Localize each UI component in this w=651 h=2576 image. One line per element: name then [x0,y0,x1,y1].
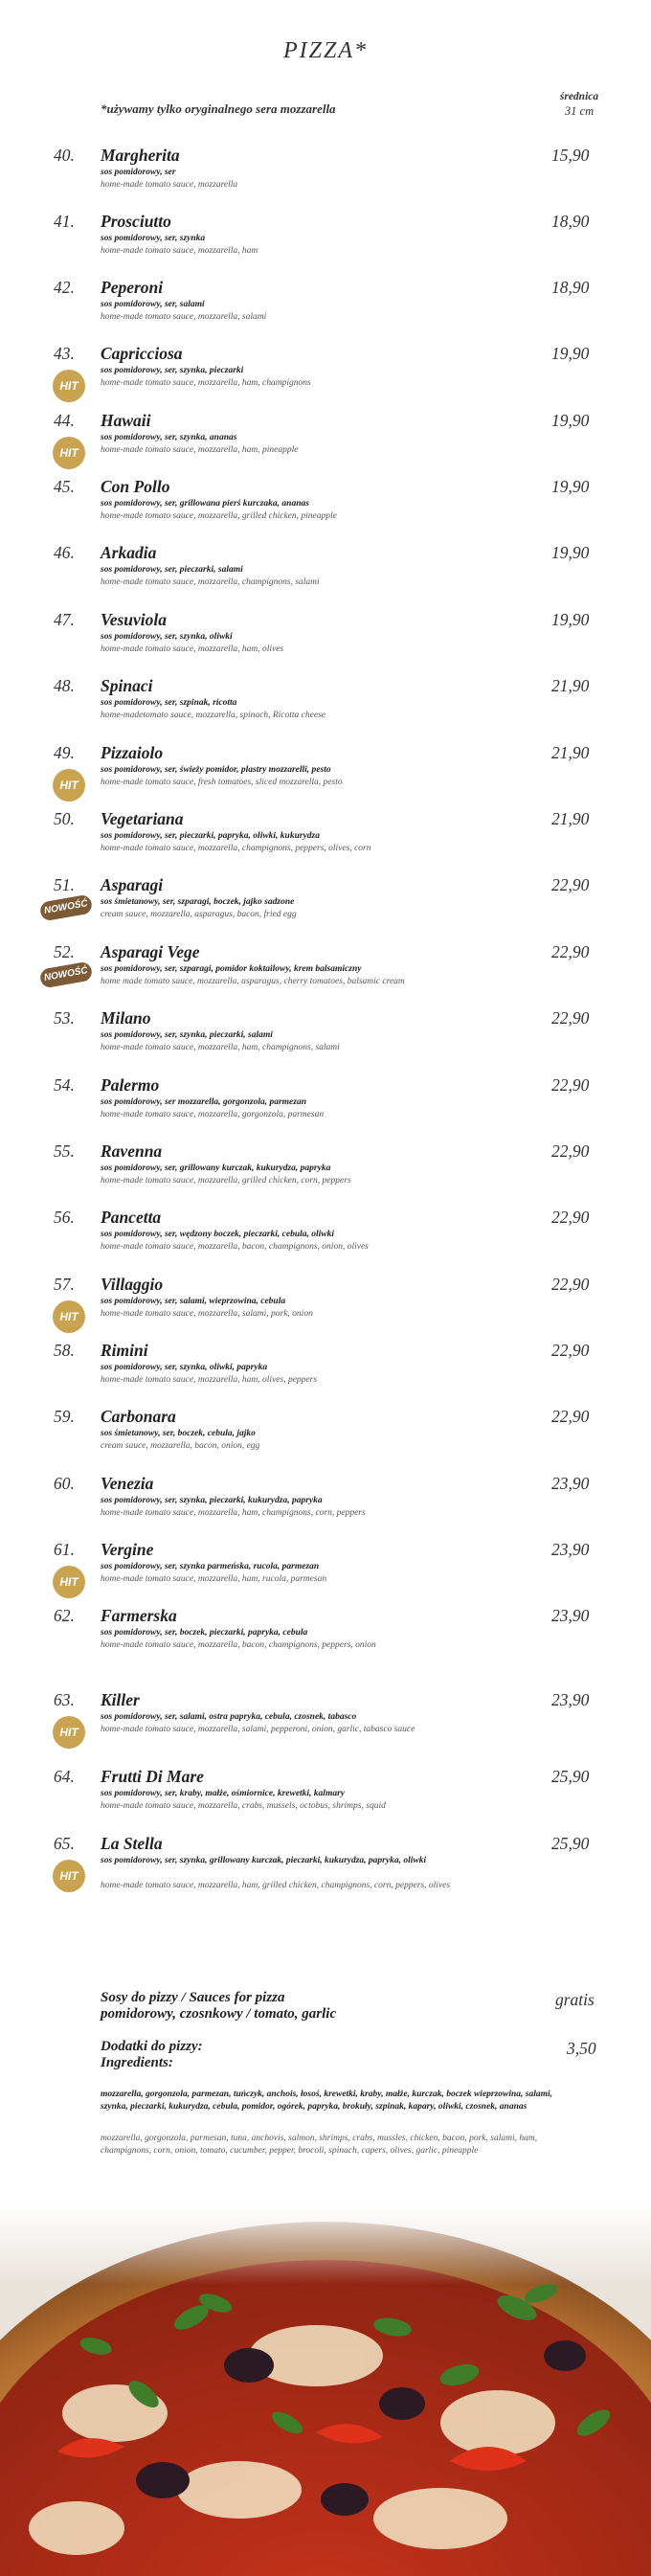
hit-badge: HIT [53,1716,85,1749]
item-number: 54. [54,1075,75,1095]
ingredients-subtitle: Ingredients: [101,2055,173,2070]
item-number: 48. [54,676,75,695]
item-ingredients-pl: sos pomidorowy, ser, pieczarki, papryka, oliwki, kukurydza [101,831,320,841]
item-ingredients-pl: sos pomidorowy, ser, salami, ostra papryka, cebula, czosnek, tabasco [101,1712,357,1722]
item-price: 21,90 [551,743,590,762]
ingredients-section [101,2039,203,2071]
item-ingredients-pl: sos pomidorowy, ser, grillowana pierś kurczaka, ananas [101,499,309,508]
mozzarella-note: *używamy tylko oryginalnego sera mozzarella [101,102,336,116]
item-name: Con Pollo [101,477,170,496]
item-ingredients-pl: sos pomidorowy, ser, wędzony boczek, pieczarki, cebula, oliwki [101,1230,335,1239]
item-ingredients-pl: sos pomidorowy, ser, szynka, pieczarki, kukurydza, papryka [101,1496,323,1505]
item-price: 22,90 [551,1341,590,1360]
item-ingredients-en: home-made tomato sauce, mozzarella, salami, pepperoni, onion, garlic, tabasco sauce [101,1725,415,1734]
item-price: 25,90 [551,1834,590,1853]
item-number: 61. [54,1540,75,1559]
ingredients-list-en: mozzarella, gorgonzola, parmesan, tuna, anchovis, salmon, shrimps, crabs, mussles, chicken, bacon, pork, salami, ham, champignons, corn, onion, tomato, cucumber, pepper, brocoli, spinach, capers, olives, garlic, pineapple [101,2134,538,2156]
item-ingredients-pl: sos pomidorowy, ser, szynka, ananas [101,433,237,442]
item-price: 19,90 [551,411,590,430]
item-ingredients-en: home-made tomato sauce, mozzarella, salami [101,312,267,322]
item-ingredients-pl: sos pomidorowy, ser, szynka [101,234,206,243]
item-ingredients-en: home made tomato sauce, mozzarella, asparagus, cherry tomatoes, balsamic cream [101,977,405,986]
item-price: 22,90 [551,1275,590,1294]
item-number: 49. [54,743,75,762]
diameter-label: średnica [559,91,599,102]
sauces-section [101,1990,531,2022]
pizza-photo [0,2203,651,2576]
item-number: 45. [54,477,75,496]
item-name: Asparagi [101,875,164,894]
new-badge: NOWOŚĆ [39,960,94,988]
item-ingredients-en: home-made tomato sauce, mozzarella, bacon, champignons, onion, olives [101,1242,369,1252]
item-ingredients-en: home-made tomato sauce, mozzarella, ham, grilled chicken, champignons, corn, peppers, olives [101,1881,451,1890]
item-name: Palermo [101,1075,160,1095]
item-price: 25,90 [551,1767,590,1786]
item-price: 19,90 [551,543,590,562]
item-ingredients-en: home-made tomato sauce, fresh tomatoes, sliced mozzarella, pesto [101,778,343,787]
item-price: 19,90 [551,344,590,363]
item-number: 58. [54,1341,75,1360]
item-ingredients-en: home-made tomato sauce, mozzarella, salami, pork, onion [101,1309,313,1319]
sauces-title: Sosy do pizzy / Sauces for pizza [101,1990,285,2005]
item-name: Farmerska [101,1606,177,1625]
item-number: 55. [54,1141,75,1161]
item-price: 22,90 [551,1407,590,1426]
item-ingredients-en: home-made tomato sauce, mozzarella, ham, rucola, parmesan [101,1574,327,1584]
item-ingredients-pl: sos pomidorowy, ser [101,168,176,177]
ingredients-list-pl: mozzarella, gorgonzola, parmezan, tuńczyk, anchois, łosoś, krewetki, kraby, małże, kurczak, boczek wieprzowina, salami, szynka, pieczarki, kukurydza, cebula, pomidor, ogórek, papryka, brokuły, szpinak, kapary, oliwki, czosnek, ananas [101,2090,553,2112]
item-name: Venezia [101,1474,154,1493]
hit-badge: HIT [53,437,85,469]
item-ingredients-pl: sos pomidorowy, ser, szpinak, ricotta [101,698,237,708]
ingredients-title: Dodatki do pizzy: [101,2039,203,2054]
hit-badge: HIT [53,769,85,802]
item-number: 62. [54,1606,75,1625]
item-name: Spinaci [101,676,153,695]
item-name: Pancetta [101,1208,162,1227]
item-number: 65. [54,1834,75,1853]
item-name: Vesuviola [101,610,168,629]
item-ingredients-en: home-made tomato sauce, mozzarella, champignons, peppers, olives, corn [101,844,371,853]
item-number: 64. [54,1767,75,1786]
new-badge: NOWOŚĆ [39,893,94,921]
item-ingredients-en: home-made tomato sauce, mozzarella, ham, olives [101,644,284,654]
item-name: Asparagi Vege [101,942,200,961]
item-number: 60. [54,1474,75,1493]
item-ingredients-en: home-made tomato sauce, mozzarella, ham, pineapple [101,445,299,455]
item-ingredients-en: home-made tomato sauce, mozzarella, grilled chicken, pineapple [101,511,337,521]
item-price: 22,90 [551,1208,590,1227]
diameter-value: 31 cm [564,104,595,118]
item-ingredients-pl: sos pomidorowy, ser, pieczarki, salami [101,565,243,575]
item-ingredients-en: home-made tomato sauce, mozzarella, champignons, salami [101,577,320,587]
item-number: 59. [54,1407,75,1426]
item-ingredients-en: home-made tomato sauce, mozzarella, ham, champignons, salami [101,1043,340,1052]
item-price: 19,90 [551,477,590,496]
sauces-list: pomidorowy, czosnkowy / tomato, garlic [101,2006,337,2022]
item-number: 57. [54,1275,75,1294]
item-price: 23,90 [551,1474,590,1493]
item-name: Frutti Di Mare [101,1767,204,1786]
item-price: 21,90 [551,676,590,695]
item-ingredients-pl: sos pomidorowy, ser, szynka, pieczarki, salami [101,1030,273,1040]
item-ingredients-pl: sos pomidorowy, ser, salami [101,300,205,309]
item-price: 15,90 [551,146,590,165]
hit-badge: HIT [53,1566,85,1598]
item-name: Prosciutto [101,212,171,231]
item-ingredients-en: home-made tomato sauce, mozzarella, gorgonzola, parmesan [101,1110,325,1119]
item-name: Margherita [101,146,180,165]
item-name: Peperoni [101,278,164,297]
item-price: 23,90 [551,1690,590,1709]
item-ingredients-pl: sos pomidorowy, ser, kraby, małże, ośmiornice, krewetki, kalmary [101,1789,346,1798]
item-price: 23,90 [551,1540,590,1559]
item-ingredients-en: home-made tomato sauce, mozzarella, ham [101,246,258,256]
item-ingredients-pl: sos pomidorowy, ser, salami, wieprzowina, cebula [101,1297,286,1306]
item-ingredients-pl: sos pomidorowy, ser, szynka, oliwki, papryka [101,1363,268,1372]
item-ingredients-en: home-made tomato sauce, mozzarella, crabs, mussels, octobus, shrimps, squid [101,1801,386,1811]
item-number: 50. [54,809,75,828]
item-ingredients-en: cream sauce, mozzarella, bacon, onion, egg [101,1441,260,1451]
item-price: 22,90 [551,1141,590,1161]
item-name: Carbonara [101,1407,176,1426]
item-ingredients-pl: sos pomidorowy, ser, szynka parmeńska, rucola, parmezan [101,1562,320,1571]
item-number: 41. [54,212,75,231]
item-ingredients-pl: sos pomidorowy, ser, szynka, pieczarki [101,366,244,375]
page-title: PIZZA* [282,38,368,63]
sauces-price: gratis [555,1990,595,2009]
item-ingredients-en: home-made tomato sauce, mozzarella, ham, champignons, corn, peppers [101,1508,366,1518]
item-ingredients-pl: sos pomidorowy, ser, grillowany kurczak, kukurydza, papryka [101,1164,331,1173]
item-ingredients-en: home-made tomato sauce, mozzarella, ham, olives, peppers [101,1375,318,1385]
ingredients-price: 3,50 [567,2039,596,2058]
item-name: Milano [101,1008,151,1028]
item-price: 22,90 [551,875,590,894]
item-number: 53. [54,1008,75,1028]
hit-badge: HIT [53,370,85,402]
hit-badge: HIT [53,1860,85,1892]
item-ingredients-en: home-made tomato sauce, mozzarella, bacon, champignons, peppers, onion [101,1640,376,1650]
item-number: 46. [54,543,75,562]
item-ingredients-en: home-made tomato sauce, mozzarella, grilled chicken, corn, peppers [101,1176,351,1186]
pizza-illustration [0,2203,651,2576]
item-ingredients-en: home-made tomato sauce, mozzarella [101,180,238,190]
item-name: Killer [101,1690,140,1709]
item-number: 42. [54,278,75,297]
item-ingredients-en: home-made tomato sauce, mozzarella, ham, champignons [101,378,311,388]
item-name: Hawaii [101,411,151,430]
item-name: Pizzaiolo [101,743,164,762]
item-name: Vegetariana [101,809,184,828]
item-number: 52. [54,942,75,961]
item-ingredients-pl: sos pomidorowy, ser, boczek, pieczarki, papryka, cebula [101,1628,308,1638]
item-name: La Stella [101,1834,163,1853]
item-price: 23,90 [551,1606,590,1625]
item-ingredients-pl: sos pomidorowy, ser, szynka, oliwki [101,632,233,642]
item-number: 63. [54,1690,75,1709]
item-price: 22,90 [551,942,590,961]
item-price: 18,90 [551,278,590,297]
item-ingredients-pl: sos pomidorowy, ser, szynka, grillowany kurczak, pieczarki, kukurydza, papryka, oliwki [101,1856,427,1865]
item-number: 56. [54,1208,75,1227]
item-name: Capricciosa [101,344,183,363]
item-number: 43. [54,344,75,363]
item-price: 22,90 [551,1008,590,1028]
item-number: 40. [54,146,75,165]
item-name: Arkadia [101,543,157,562]
hit-badge: HIT [53,1300,85,1333]
item-name: Villaggio [101,1275,164,1294]
item-name: Vergine [101,1540,154,1559]
item-ingredients-pl: sos śmietanowy, ser, boczek, cebula, jajko [101,1429,256,1438]
item-ingredients-pl: sos pomidorowy, ser, świeży pomidor, plastry mozzarelli, pesto [101,765,331,775]
item-ingredients-en: home-madetomato sauce, mozzarella, spinach, Ricotta cheese [101,711,326,720]
item-name: Rimini [101,1341,148,1360]
item-number: 51. [54,875,75,894]
item-ingredients-pl: sos śmietanowy, ser, szparagi, boczek, jajko sadzone [101,897,295,907]
item-number: 47. [54,610,75,629]
item-ingredients-pl: sos pomidorowy, ser, szparagi, pomidor koktailowy, krem balsamiczny [101,964,362,974]
item-ingredients-pl: sos pomidorowy, ser mozzarella, gorgonzola, parmezan [101,1097,307,1107]
item-price: 19,90 [551,610,590,629]
item-number: 44. [54,411,75,430]
item-price: 18,90 [551,212,590,231]
item-price: 22,90 [551,1075,590,1095]
item-ingredients-en: cream sauce, mozzarella, asparagus, bacon, fried egg [101,910,297,919]
item-price: 21,90 [551,809,590,828]
item-name: Ravenna [101,1141,163,1161]
